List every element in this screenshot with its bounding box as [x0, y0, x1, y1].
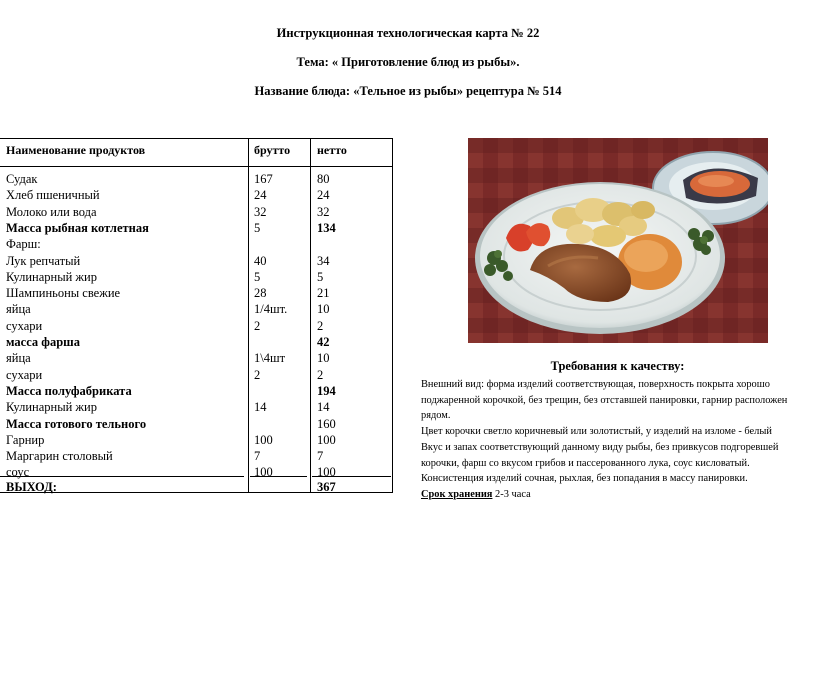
topic-line: Тема: « Приготовление блюд из рыбы».	[296, 55, 520, 69]
quality-taste: Вкус и запах соответствующий данному виду рыбы, без привкусов подгоревшей корочки, фарш со вкусом грибов и пассерованного лука, соус кисловатый.	[421, 441, 779, 469]
cell-netto: 2	[317, 367, 324, 382]
cell-netto: 100	[317, 432, 336, 447]
cell-brutto: 40	[254, 253, 267, 268]
quality-text	[421, 377, 806, 503]
cell-brutto: 24	[254, 188, 267, 203]
cell-name: Маргарин столовый	[6, 449, 113, 464]
total-label: ВЫХОД:	[6, 480, 57, 494]
cell-name: Масса полуфабриката	[6, 383, 132, 398]
cell-name: Молоко или вода	[6, 204, 97, 219]
cell-name: соус	[6, 465, 30, 480]
cell-brutto: 14	[254, 400, 267, 415]
cell-name: масса фарша	[6, 335, 80, 349]
cell-brutto: 5	[254, 269, 261, 284]
cell-name: Гарнир	[6, 432, 45, 447]
cell-netto: 160	[317, 416, 336, 431]
cell-brutto: 2	[254, 318, 261, 333]
cell-netto: 80	[317, 172, 330, 186]
cell-name: Кулинарный жир	[6, 400, 97, 415]
quality-title: Требования к качеству:	[550, 359, 685, 373]
cell-netto: 24	[317, 188, 330, 203]
cell-brutto: 1/4шт.	[254, 302, 288, 317]
cell-netto: 14	[317, 400, 330, 415]
cell-netto: 34	[317, 253, 330, 268]
cell-brutto: 5	[254, 220, 261, 235]
cell-brutto: 32	[254, 204, 267, 219]
cell-brutto: 2	[254, 367, 261, 382]
header-name: Наименование продуктов	[6, 143, 146, 157]
cell-name: Фарш:	[6, 237, 41, 252]
dish-photo-image	[468, 138, 768, 343]
cell-name: яйца	[6, 351, 31, 366]
header-brutto: брутто	[254, 143, 291, 157]
cell-netto: 2	[317, 318, 324, 333]
header-divider	[0, 166, 392, 167]
cell-name: Лук репчатый	[6, 253, 81, 268]
cell-name: яйца	[6, 302, 31, 317]
cell-brutto: 7	[254, 449, 261, 464]
cell-netto: 134	[317, 220, 336, 235]
column-divider	[248, 139, 249, 492]
cell-name: Кулинарный жир	[6, 269, 97, 284]
cell-brutto: 1\4шт	[254, 351, 286, 366]
cell-brutto: 100	[254, 432, 273, 447]
quality-consistency: Консистенция изделий сочная, рыхлая, без попадания в массу панировки.	[421, 473, 748, 485]
cell-netto: 5	[317, 269, 324, 284]
quality-color: Цвет корочки светло коричневый или золотистый, у изделий на изломе - белый	[421, 426, 772, 438]
quality-appearance: Внешний вид: форма изделий соответствующая, поверхность покрыта хорошо поджаренной корочкой, без трещин, без отставшей панировки, гарнир расположен рядом.	[421, 379, 788, 422]
cell-netto: 32	[317, 204, 330, 219]
cell-netto: 10	[317, 351, 330, 366]
quality-storage	[421, 487, 806, 503]
dish-photo	[468, 138, 768, 343]
header-netto: нетто	[317, 143, 347, 157]
column-divider	[310, 139, 311, 492]
card-title: Инструкционная технологическая карта № 22	[276, 26, 540, 40]
cell-netto: 21	[317, 286, 330, 301]
total-divider	[0, 476, 244, 477]
ingredients-table	[0, 138, 393, 493]
cell-name: Хлеб пшеничный	[6, 188, 100, 203]
total-value: 367	[317, 480, 336, 494]
cell-brutto: 100	[254, 465, 273, 480]
cell-netto: 10	[317, 302, 330, 317]
cell-name: Масса готового тельного	[6, 416, 147, 431]
cell-name: Шампиньоны свежие	[6, 286, 121, 301]
cell-netto: 42	[317, 335, 330, 349]
cell-name: Судак	[6, 172, 38, 186]
cell-netto: 7	[317, 449, 324, 464]
cell-netto: 194	[317, 383, 336, 398]
cell-brutto: 28	[254, 286, 267, 301]
cell-name: Масса рыбная котлетная	[6, 220, 149, 235]
storage-label: Срок хранения	[421, 488, 493, 500]
dish-name-line: Название блюда: «Тельное из рыбы» рецептура № 514	[254, 84, 562, 98]
cell-brutto: 167	[254, 172, 273, 186]
cell-name: сухари	[6, 367, 43, 382]
cell-name: сухари	[6, 318, 43, 333]
cell-netto: 100	[317, 465, 336, 480]
storage-value: 2-3 часа	[495, 488, 531, 500]
